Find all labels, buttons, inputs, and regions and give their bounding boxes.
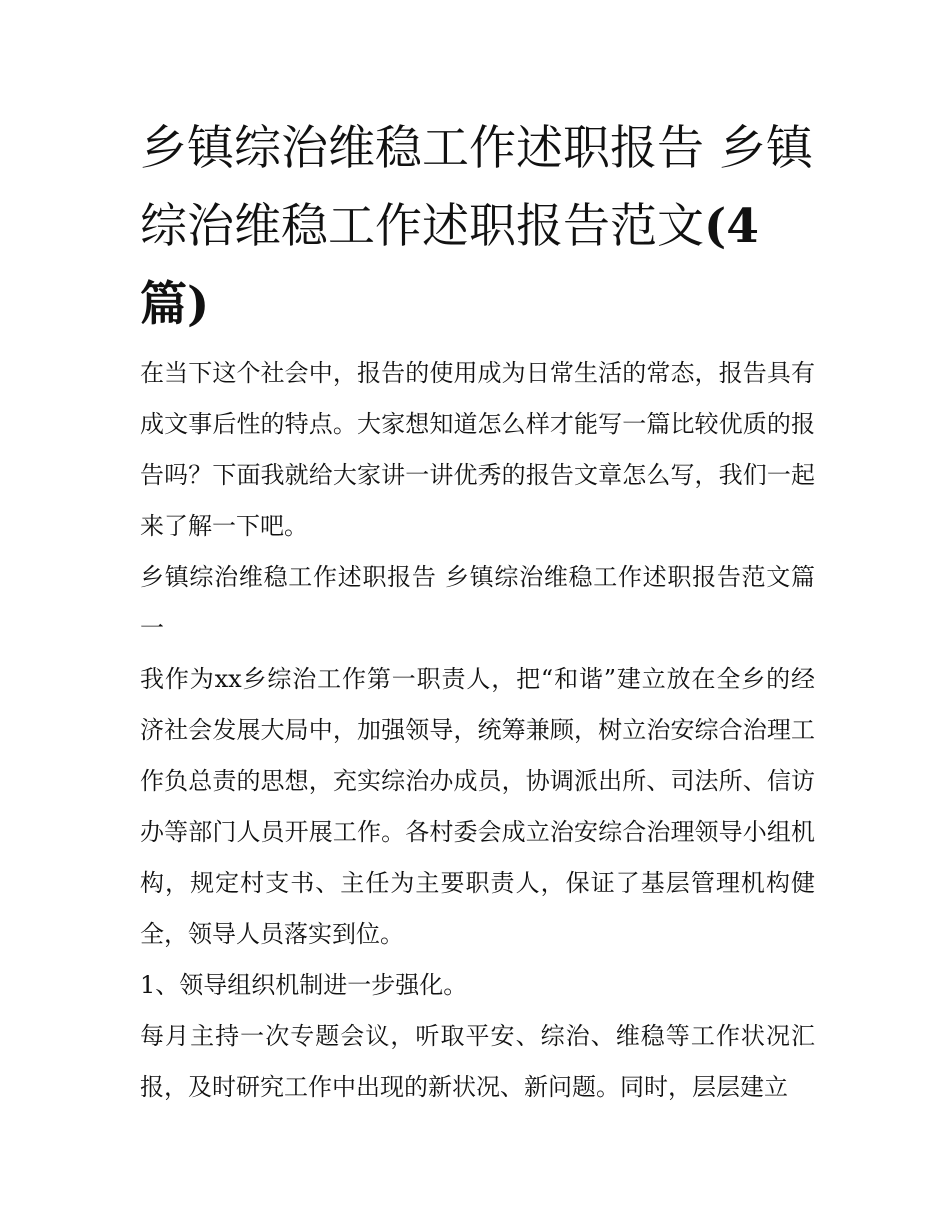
document-title [140, 110, 815, 344]
list-item-heading: 1、领导组织机制进一步强化。 [140, 971, 468, 999]
title-main: 乡镇综治维稳工作述职报告 乡镇综治维稳工作述职报告范文 [140, 121, 813, 254]
body-paragraph: 我作为xx乡综治工作第一职责人，把“和谐”建立放在全乡的经济社会发展大局中，加强领导，统筹兼顾，树立治安综合治理工作负总责的思想，充实综治办成员，协调派出所、司法所、信访办等部门人员开展工作。各村委会成立治安综合治理领导小组机构，规定村支书、主任为主要职责人，保证了基层管理机构健全，领导人员落实到位。 [140, 665, 815, 948]
intro-paragraph: 在当下这个社会中，报告的使用成为日常生活的常态，报告具有成文事后性的特点。大家想知道怎么样才能写一篇比较优质的报告吗？下面我就给大家讲一讲优秀的报告文章怎么写，我们一起来了解一下吧。 [140, 359, 815, 540]
document-content [140, 110, 815, 1113]
body-paragraph: 每月主持一次专题会议，听取平安、综治、维稳等工作状况汇报，及时研究工作中出现的新状况、新问题。同时，层层建立 [140, 1022, 815, 1101]
title-count: (4篇) [140, 199, 759, 332]
section-heading: 乡镇综治维稳工作述职报告 乡镇综治维稳工作述职报告范文篇一 [140, 563, 815, 642]
